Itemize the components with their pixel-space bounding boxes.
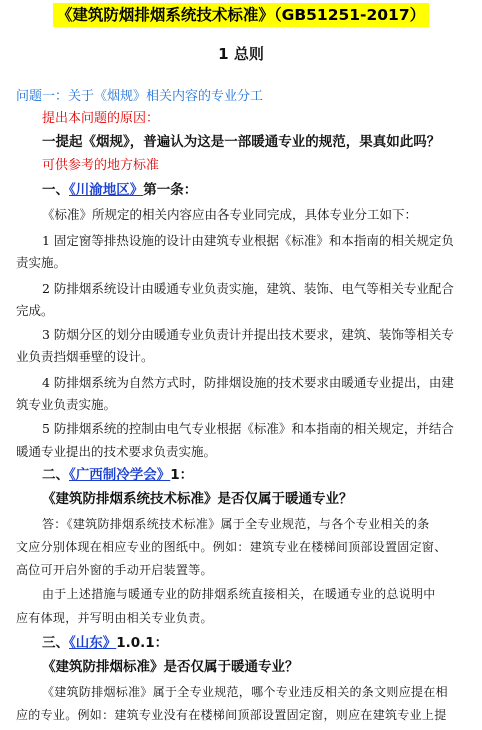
- reason-heading: 提出本问题的原因：: [42, 111, 160, 126]
- section-one-link[interactable]: 《川渝地区》: [69, 182, 144, 198]
- section-two-link[interactable]: 《广西制冷学会》: [69, 467, 171, 483]
- item-4-line-2: 筑专业负责实施。: [16, 397, 117, 412]
- section-two-answer-line-1: 答：《建筑防排烟系统技术标准》属于全专业规范，与各个专业相关的条: [42, 517, 430, 531]
- section-three-suffix: 1.0.1：: [116, 635, 169, 651]
- section-three-heading: [42, 634, 168, 652]
- section-two-question: 《建筑防排烟系统技术标准》是否仅属于暖通专业？: [42, 491, 353, 507]
- section-three-answer-line-1: 《建筑防排烟标准》属于全专业规范，哪个专业违反相关的条文则应提在相: [42, 685, 448, 699]
- section-one-intro: 《标准》所规定的相关内容应由各专业同完成，具体专业分工如下：: [42, 207, 418, 222]
- section-one-heading: [42, 181, 197, 199]
- item-1-line-2: 责实施。: [16, 255, 67, 270]
- item-4-line-1: 4 防排烟系统为自然方式时，防排烟设施的技术要求由暖通专业提出，由建: [42, 375, 454, 390]
- local-standards-heading: 可供参考的地方标准: [42, 158, 160, 173]
- section-three-answer-line-2: 应的专业。例如：建筑专业没有在楼梯间顶部设置固定窗，则应在建筑专业上提: [16, 708, 447, 722]
- item-5-line-2: 暖通专业提出的技术要求负责实施。: [16, 444, 217, 459]
- chapter-heading: 1 总则: [218, 45, 264, 63]
- item-1-line-1: 1 固定窗等排热设施的设计由建筑专业根据《标准》和本指南的相关规定负: [42, 233, 454, 248]
- section-one-suffix: 第一条：: [143, 182, 198, 198]
- item-2-line-1: 2 防排烟系统设计由暖通专业负责实施，建筑、装饰、电气等相关专业配合: [42, 281, 454, 296]
- section-three-question: 《建筑防排烟标准》是否仅属于暖通专业？: [42, 659, 299, 675]
- section-one-prefix: 一、: [42, 182, 69, 198]
- reason-text: 一提起《烟规》，普遍认为这是一部暖通专业的规范，果真如此吗？: [42, 134, 441, 150]
- item-5-line-1: 5 防排烟系统的控制由电气专业根据《标准》和本指南的相关规定，并结合: [42, 421, 454, 436]
- section-two-note-line-1: 由于上述措施与暖通专业的防排烟系统直接相关，在暖通专业的总说明中: [42, 587, 436, 601]
- section-two-suffix: 1：: [170, 467, 194, 483]
- document-title: 《建筑防烟排烟系统技术标准》（GB51251-2017）: [53, 3, 429, 27]
- section-two-answer-line-2: 文应分别体现在相应专业的图纸中。例如：建筑专业在楼梯间顶部设置固定窗、: [16, 540, 447, 554]
- item-2-line-2: 完成。: [16, 303, 54, 318]
- section-two-heading: [42, 466, 193, 484]
- section-two-note-line-2: 应有体现，并写明由相关专业负责。: [16, 611, 213, 625]
- section-two-answer-line-3: 高位可开启外窗的手动开启装置等。: [16, 563, 213, 577]
- item-3-line-2: 业负责挡烟垂壁的设计。: [16, 349, 154, 364]
- section-three-prefix: 三、: [42, 635, 69, 651]
- document-title-wrap: [0, 3, 482, 27]
- item-3-line-1: 3 防烟分区的划分由暖通专业负责计并提出技术要求，建筑、装饰等相关专: [42, 327, 454, 342]
- question-one-heading: 问题一：关于《烟规》相关内容的专业分工: [16, 89, 264, 104]
- section-two-prefix: 二、: [42, 467, 69, 483]
- section-three-link[interactable]: 《山东》: [69, 635, 117, 651]
